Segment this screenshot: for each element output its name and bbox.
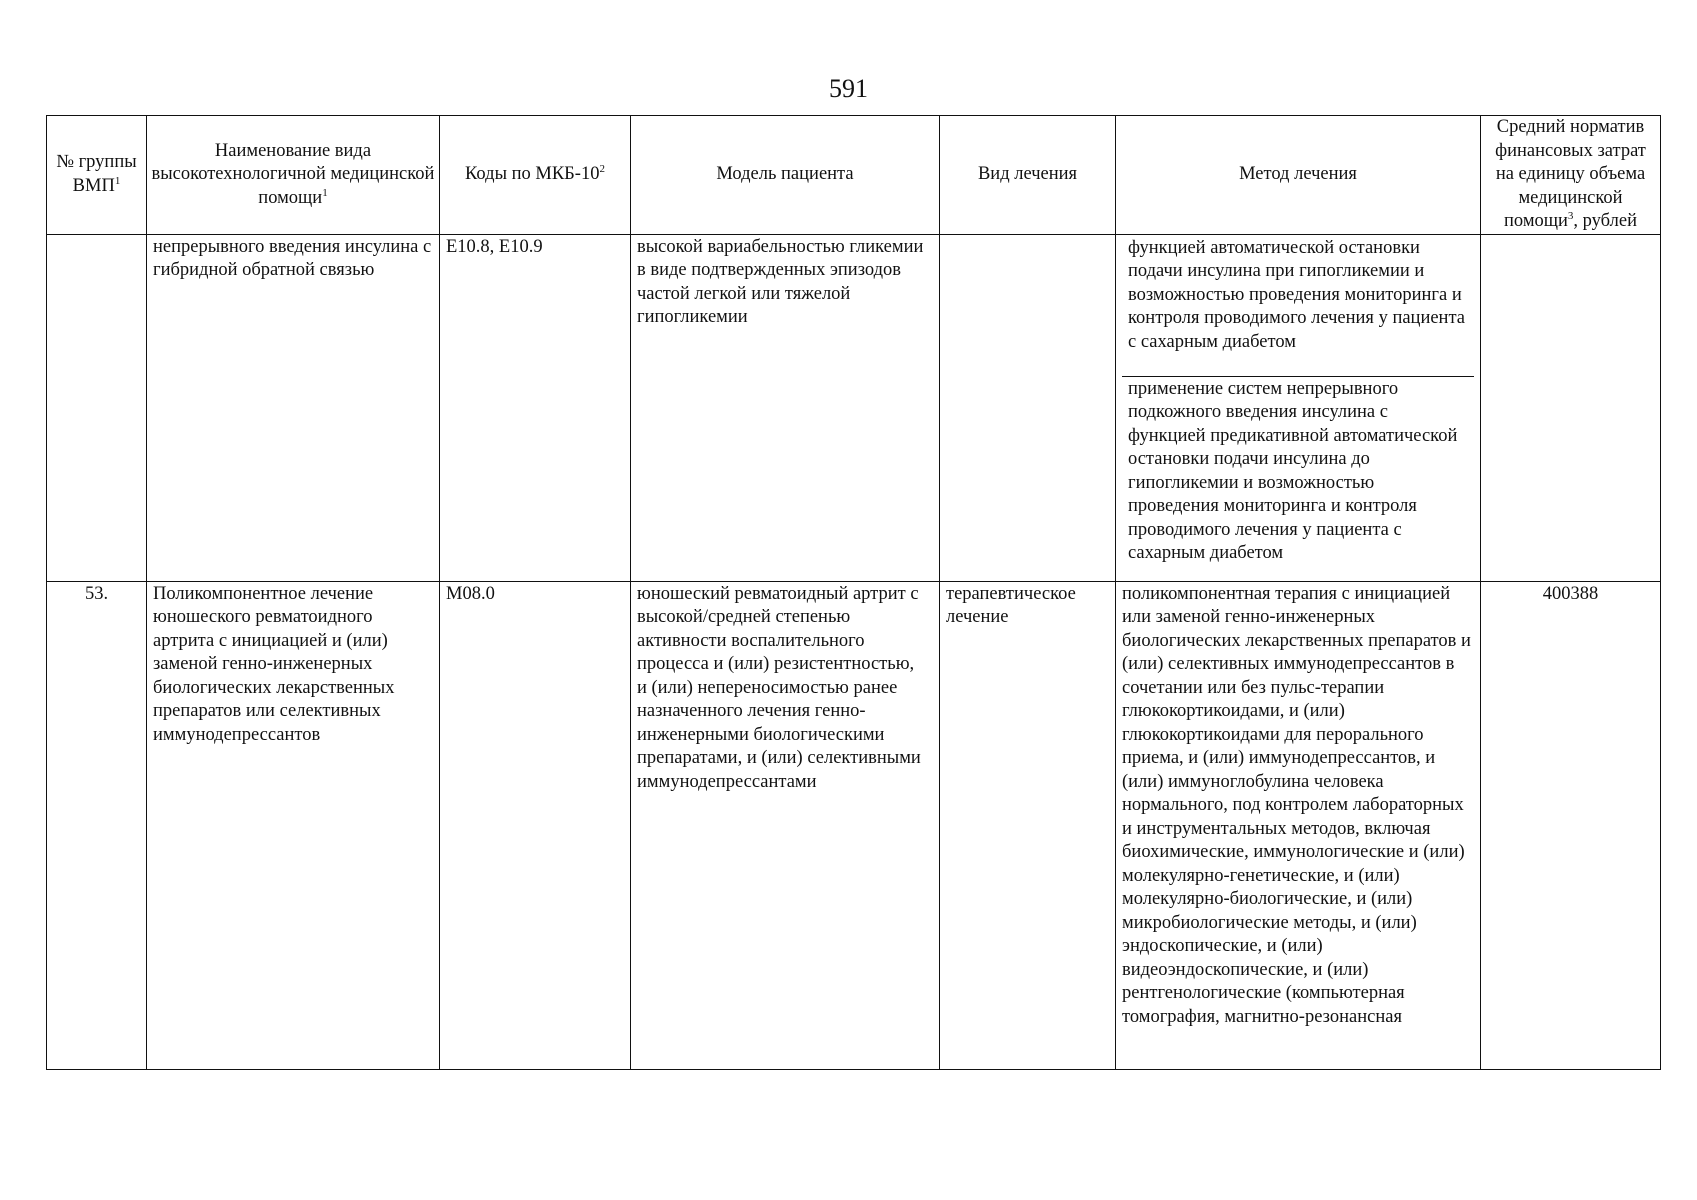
table-row bbox=[47, 234, 1661, 581]
page-number: 591 bbox=[829, 74, 868, 103]
cell-codes: M08.0 bbox=[440, 581, 631, 1069]
cell-name: непрерывного введения инсулина с гибридной обратной связью bbox=[147, 234, 440, 581]
cell-method: поликомпонентная терапия с инициацией или заменой генно-инженерных биологических лекарственных препаратов и (или) селективных иммунодепрессантов в сочетании или без пульс-терапии глюкокортикоидами, и (или) глюкокортикоидами для перорального приема, и (или) иммунодепрессантов, и (или) иммуноглобулина человека нормального, под контролем лабораторных и инструментальных методов, включая биохимические, иммунологические и (или) молекулярно-генетические, и (или) молекулярно-биологические, и (или) микробиологические методы, и (или) эндоскопические, и (или) видеоэндоскопические, и (или) рентгенологические (компьютерная томография, магнитно-резонансная bbox=[1116, 581, 1481, 1069]
method-item: применение систем непрерывного подкожного введения инсулина с функцией предикативной автоматической остановки подачи инсулина до гипогликемии и возможностью проведения мониторинга и контроля проводимого лечения у пациента с сахарным диабетом bbox=[1128, 378, 1458, 563]
table-header-row bbox=[47, 116, 1661, 235]
cell-treatment-type bbox=[940, 234, 1116, 581]
cell-group: 53. bbox=[47, 581, 147, 1069]
header-name: Наименование вида высокотехнологичной медицинской помощи$^1$ bbox=[147, 116, 440, 235]
header-method: Метод лечения bbox=[1116, 116, 1481, 235]
cell-model: юношеский ревматоидный артрит с высокой/средней степенью активности воспалительного процесса и (или) резистентностью, и (или) непереносимостью ранее назначенного лечения генно-инженерными биологическими препаратами, и (или) селективными иммунодепрессантами bbox=[631, 581, 940, 1069]
cell-method bbox=[1116, 234, 1481, 581]
vmp-table bbox=[46, 115, 1661, 1070]
cell-cost: 400388 bbox=[1481, 581, 1661, 1069]
cell-name: Поликомпонентное лечение юношеского ревматоидного артрита с инициацией и (или) заменой генно-инженерных биологических лекарственных препаратов или селективных иммунодепрессантов bbox=[147, 581, 440, 1069]
header-cost: Средний норматив финансовых затрат на единицу объема медицинской помощи$^3$, рублей bbox=[1481, 116, 1661, 235]
cell-codes: E10.8, E10.9 bbox=[440, 234, 631, 581]
header-treatment-type: Вид лечения bbox=[940, 116, 1116, 235]
method-item: функцией автоматической остановки подачи инсулина при гипогликемии и возможностью проведения мониторинга и контроля проводимого лечения у пациента с сахарным диабетом bbox=[1122, 236, 1474, 377]
cell-model: высокой вариабельностью гликемии в виде подтвержденных эпизодов частой легкой или тяжелой гипогликемии bbox=[631, 234, 940, 581]
header-codes: Коды по МКБ-$10^2$ bbox=[440, 116, 631, 235]
header-model: Модель пациента bbox=[631, 116, 940, 235]
table-row bbox=[47, 581, 1661, 1069]
header-group: № группы ВМП$^1$ bbox=[47, 116, 147, 235]
cell-group bbox=[47, 234, 147, 581]
cell-cost bbox=[1481, 234, 1661, 581]
cell-treatment-type: терапевтическое лечение bbox=[940, 581, 1116, 1069]
